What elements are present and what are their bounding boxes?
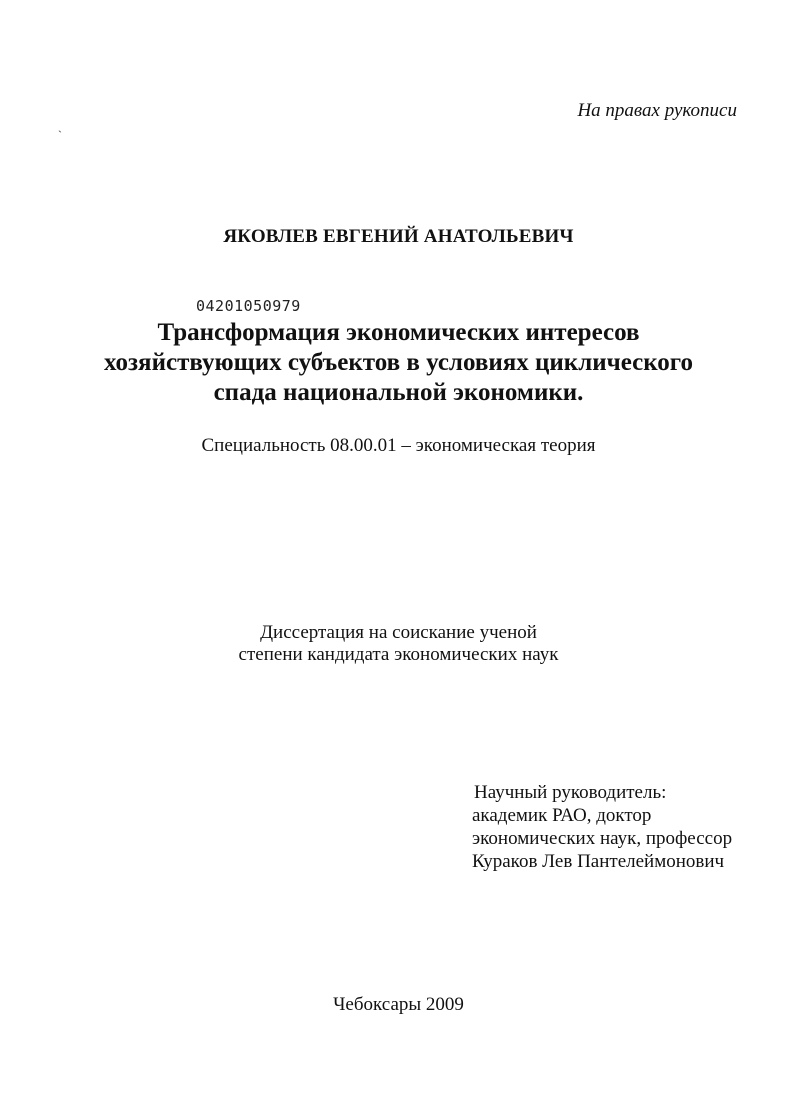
title-line: Трансформация экономических интересов xyxy=(157,319,640,346)
degree-line: степени кандидата экономических наук xyxy=(238,644,559,665)
dissertation-degree xyxy=(0,622,797,666)
title-line: спада национальной экономики. xyxy=(213,379,584,406)
registration-number: 04201050979 xyxy=(196,297,301,315)
supervisor-name: Кураков Лев Пантелеймонович xyxy=(472,851,725,872)
city-year: Чебоксары 2009 xyxy=(333,994,464,1015)
title-line: хозяйствующих субъектов в условиях циклического xyxy=(103,349,694,376)
supervisor-label: Научный руководитель: xyxy=(474,782,667,803)
supervisor-block xyxy=(472,781,732,873)
supervisor-line: академик РАО, доктор xyxy=(472,805,652,826)
rights-note: На правах рукописи xyxy=(577,100,737,121)
author-name: ЯКОВЛЕВ ЕВГЕНИЙ АНАТОЛЬЕВИЧ xyxy=(223,226,574,247)
dissertation-title xyxy=(0,318,797,408)
scan-speck: ` xyxy=(58,128,62,142)
degree-line: Диссертация на соискание ученой xyxy=(260,622,537,643)
specialty: Специальность 08.00.01 – экономическая теория xyxy=(201,435,596,456)
supervisor-line: экономических наук, профессор xyxy=(472,828,733,849)
